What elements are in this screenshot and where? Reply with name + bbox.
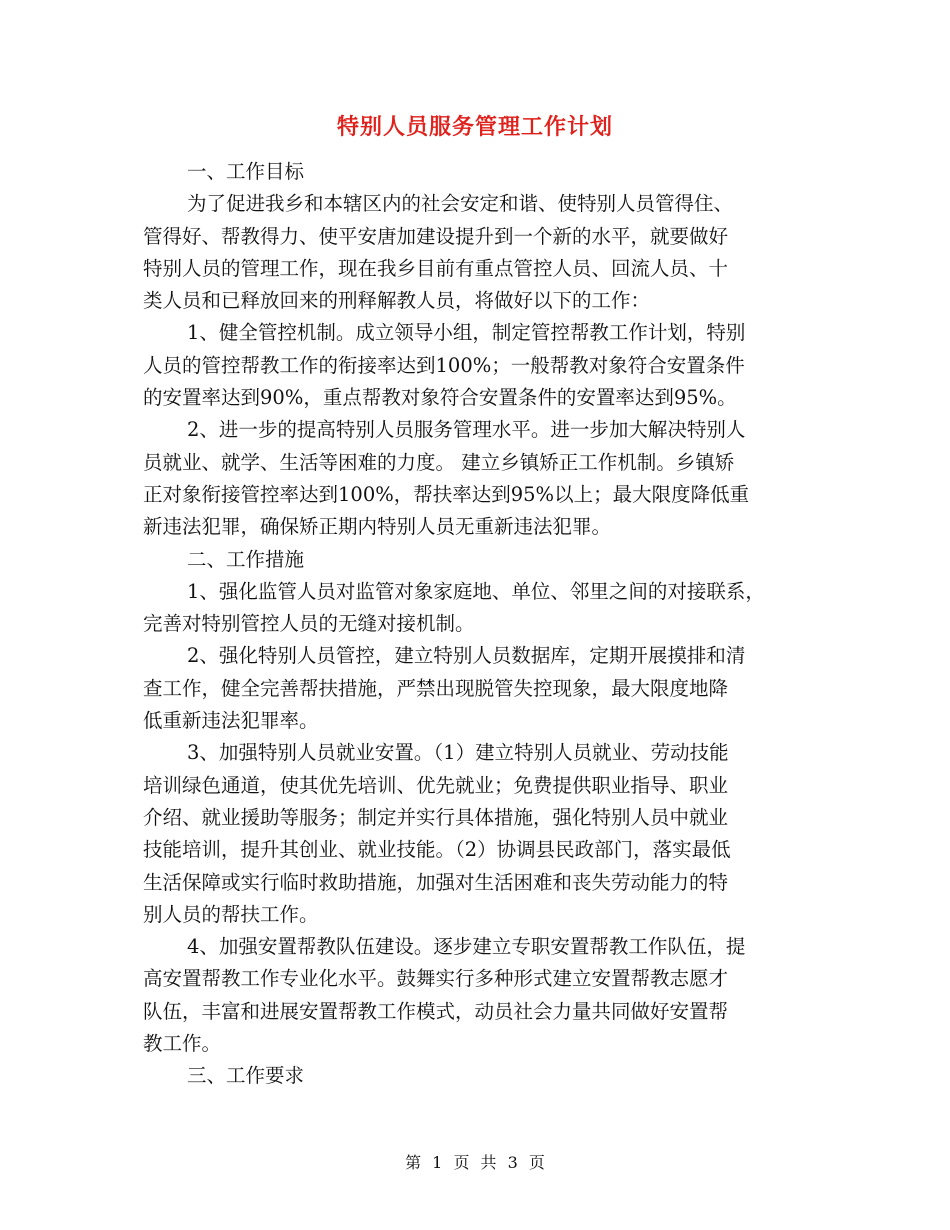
paragraph-line: 的安置率达到90%，重点帮教对象符合安置条件的安置率达到95%。: [143, 386, 737, 410]
paragraph-line: 3、加强特别人员就业安置。（1）建立特别人员就业、劳动技能: [187, 741, 729, 765]
paragraph-line: 生活保障或实行临时救助措施，加强对生活困难和丧失劳动能力的特: [143, 870, 729, 894]
paragraph-line: 介绍、就业援助等服务；制定并实行具体措施，强化特别人员中就业: [143, 805, 729, 829]
paragraph-line: 培训绿色通道，使其优先培训、优先就业；免费提供职业指导、职业: [143, 773, 729, 797]
paragraph-line: 特别人员的管理工作，现在我乡目前有重点管控人员、回流人员、十: [143, 256, 729, 280]
section-heading-requirements: 三、工作要求: [187, 1064, 305, 1088]
paragraph-line: 正对象衔接管控率达到100%，帮扶率达到95%以上；最大限度降低重: [143, 482, 750, 506]
paragraph-line: 管得好、帮教得力、使平安唐加建设提升到一个新的水平，就要做好: [143, 224, 729, 248]
document-title: 特别人员服务管理工作计划: [336, 114, 613, 140]
paragraph-line: 4、加强安置帮教队伍建设。逐步建立专职安置帮教工作队伍，提: [187, 935, 746, 959]
paragraph-line: 完善对特别管控人员的无缝对接机制。: [143, 612, 475, 636]
section-heading-measures: 二、工作措施: [187, 547, 305, 571]
paragraph-line: 队伍，丰富和进展安置帮教工作模式，动员社会力量共同做好安置帮: [143, 999, 729, 1023]
paragraph-line: 员就业、就学、生活等困难的力度。 建立乡镇矫正工作机制。乡镇矫: [143, 450, 735, 474]
paragraph-line: 高安置帮教工作专业化水平。鼓舞实行多种形式建立安置帮教志愿才: [143, 967, 729, 991]
paragraph-line: 类人员和已释放回来的刑释解教人员，将做好以下的工作：: [143, 289, 651, 313]
paragraph-line: 教工作。: [143, 1032, 222, 1056]
paragraph-line: 为了促进我乡和本辖区内的社会安定和谐、使特别人员管得住、: [187, 192, 734, 216]
paragraph-line: 新违法犯罪，确保矫正期内特别人员无重新违法犯罪。: [143, 515, 612, 539]
paragraph-line: 2、强化特别人员管控，建立特别人员数据库，定期开展摸排和清: [187, 644, 746, 668]
paragraph-line: 人员的管控帮教工作的衔接率达到100%；一般帮教对象符合安置条件: [143, 353, 745, 377]
section-heading-goals: 一、工作目标: [187, 160, 305, 183]
paragraph-line: 低重新违法犯罪率。: [143, 709, 319, 733]
paragraph-line: 技能培训，提升其创业、就业技能。（2）协调县民政部门，落实最低: [143, 838, 731, 862]
page-number-footer: 第 1 页 共 3 页: [405, 1153, 545, 1172]
paragraph-line: 1、强化监管人员对监管对象家庭地、单位、邻里之间的对接联系，: [187, 579, 765, 603]
document-body: [143, 156, 813, 1093]
paragraph-line: 2、进一步的提高特别人员服务管理水平。进一步加大解决特别人: [187, 418, 746, 442]
paragraph-line: 别人员的帮扶工作。: [143, 902, 319, 926]
paragraph-line: 查工作，健全完善帮扶措施，严禁出现脱管失控现象，最大限度地降: [143, 676, 729, 700]
paragraph-line: 1、健全管控机制。成立领导小组，制定管控帮教工作计划，特别: [187, 321, 746, 345]
